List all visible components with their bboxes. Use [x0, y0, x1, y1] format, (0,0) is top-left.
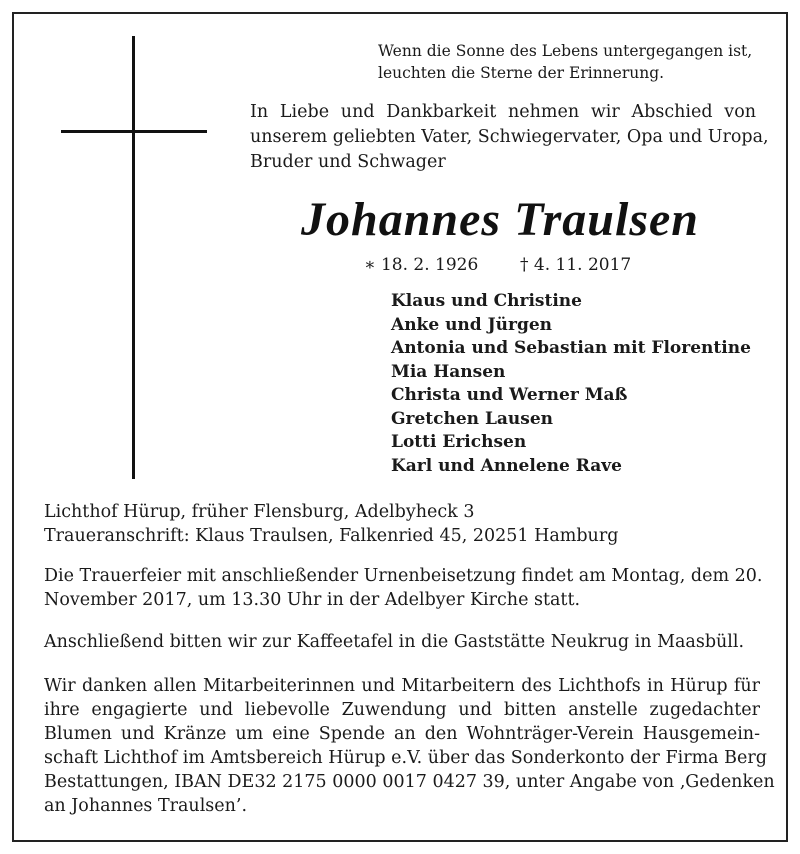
- motto-line: Wenn die Sonne des Lebens untergegangen ist,: [378, 42, 753, 60]
- cross-icon-bar: [61, 130, 207, 133]
- family-member: Anke und Jürgen: [391, 314, 553, 335]
- address-line: Lichthof Hürup, früher Flensburg, Adelbyheck 3: [44, 502, 475, 522]
- thanks-line: Wir danken allen Mitarbeiterinnen und Mitarbeitern des Lichthofs in Hürup für: [44, 676, 760, 696]
- coffee-note: [44, 630, 760, 654]
- address-block: [44, 500, 760, 548]
- address-line: Traueranschrift: Klaus Traulsen, Falkenried 45, 20251 Hamburg: [44, 526, 619, 546]
- family-member: Gretchen Lausen: [391, 408, 554, 429]
- family-member: Lotti Erichsen: [391, 432, 527, 452]
- family-member: Antonia und Sebastian mit Florentine: [391, 338, 751, 358]
- family-member: Christa und Werner Maß: [391, 385, 628, 405]
- motto-verse: [378, 40, 768, 84]
- thanks-line: an Johannes Traulsen’.: [44, 796, 248, 816]
- motto-line: leuchten die Sterne der Erinnerung.: [378, 64, 665, 82]
- birth-date: ∗ 18. 2. 1926: [364, 255, 479, 275]
- intro-line: In Liebe und Dankbarkeit nehmen wir Abschied von: [250, 102, 756, 122]
- intro-line: Bruder und Schwager: [250, 152, 446, 172]
- thanks-line: ihre engagierte und liebevolle Zuwendung und bitten anstelle zugedachter: [44, 700, 760, 720]
- ceremony-block: [44, 564, 763, 612]
- thanks-line: schaft Lichthof im Amtsbereich Hürup e.V. über das Sonderkonto der Firma Berg: [44, 748, 767, 768]
- thanks-line: Bestattungen, IBAN DE32 2175 0000 0017 0427 39, unter Angabe von ‚Gedenken: [44, 772, 775, 792]
- thanks-block: [44, 674, 775, 818]
- ceremony-line: Die Trauerfeier mit anschließender Urnenbeisetzung findet am Montag, dem 20.: [44, 566, 763, 586]
- family-member: Karl und Annelene Rave: [391, 455, 622, 476]
- intro-line: unserem geliebten Vater, Schwiegervater, Opa und Uropa,: [250, 127, 769, 147]
- family-member: Klaus und Christine: [391, 291, 582, 311]
- cross-icon: [132, 36, 135, 479]
- family-list: [391, 290, 781, 478]
- death-date: † 4. 11. 2017: [520, 255, 632, 275]
- deceased-name: Johannes Traulsen: [301, 193, 699, 246]
- thanks-line: Blumen und Kränze um eine Spende an den Wohnträger-Verein Hausgemein-: [44, 724, 760, 744]
- coffee-line: Anschließend bitten wir zur Kaffeetafel in die Gaststätte Neukrug in Maasbüll.: [44, 632, 745, 652]
- ceremony-line: November 2017, um 13.30 Uhr in der Adelbyer Kirche statt.: [44, 590, 581, 610]
- family-member: Mia Hansen: [391, 361, 506, 382]
- intro-text: [250, 100, 769, 175]
